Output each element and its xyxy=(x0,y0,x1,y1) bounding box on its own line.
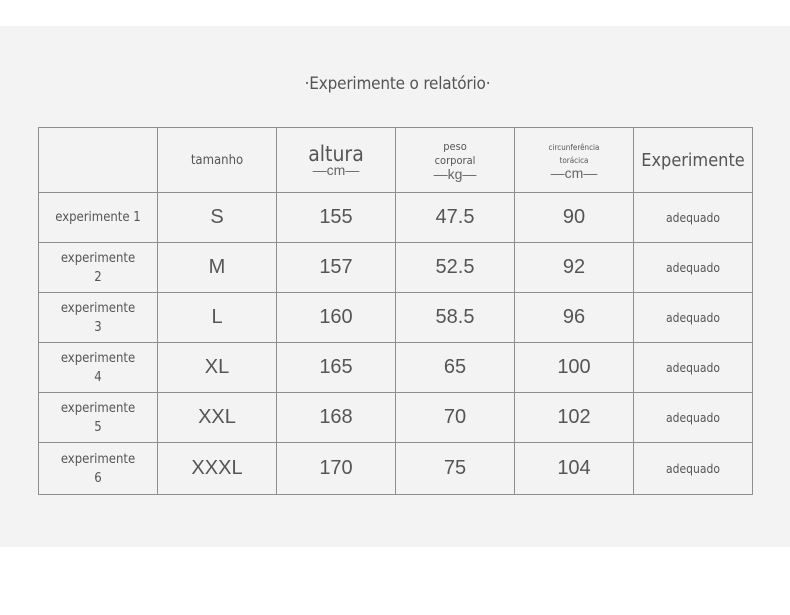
weight-cell: 70 xyxy=(396,393,515,443)
chest-cell: 92 xyxy=(515,243,634,293)
fit-cell: adequado xyxy=(634,343,753,393)
header-weight-label-2: corporal xyxy=(434,154,476,167)
height-cell: 155 xyxy=(277,193,396,243)
row-label-text: experimente xyxy=(60,300,136,316)
size-cell: M xyxy=(158,243,277,293)
chest-cell: 100 xyxy=(515,343,634,393)
header-experiment xyxy=(634,128,753,193)
chest-cell: 104 xyxy=(515,443,634,495)
size-cell: XXXL xyxy=(158,443,277,495)
header-height xyxy=(277,128,396,193)
row-label xyxy=(39,243,158,293)
height-cell: 160 xyxy=(277,293,396,343)
fit-cell: adequado xyxy=(634,243,753,293)
header-weight xyxy=(396,128,515,193)
chest-cell: 90 xyxy=(515,193,634,243)
row-label-number: 5 xyxy=(94,419,102,435)
header-height-label: altura xyxy=(308,142,364,166)
size-table xyxy=(38,127,753,495)
header-chest-unit: —cm— xyxy=(550,165,598,181)
weight-cell: 52.5 xyxy=(396,243,515,293)
table-row xyxy=(39,443,753,495)
weight-cell: 47.5 xyxy=(396,193,515,243)
table-row xyxy=(39,243,753,293)
height-cell: 165 xyxy=(277,343,396,393)
header-size-label: tamanho xyxy=(190,152,244,168)
header-experiment-label: Experimente xyxy=(641,149,745,171)
height-cell: 168 xyxy=(277,393,396,443)
header-height-unit: —cm— xyxy=(312,162,360,178)
report-title: ·Experimente o relatório· xyxy=(304,74,491,94)
row-label-number: 6 xyxy=(94,470,102,486)
header-chest xyxy=(515,128,634,193)
table-row xyxy=(39,293,753,343)
fit-cell: adequado xyxy=(634,393,753,443)
table-header-row xyxy=(39,128,753,193)
row-label-text: experimente xyxy=(60,400,136,416)
row-label xyxy=(39,193,158,243)
row-label-number: 4 xyxy=(94,369,102,385)
row-label xyxy=(39,393,158,443)
chest-cell: 96 xyxy=(515,293,634,343)
size-cell: XL xyxy=(158,343,277,393)
size-cell: S xyxy=(158,193,277,243)
chest-cell: 102 xyxy=(515,393,634,443)
fit-cell: adequado xyxy=(634,443,753,495)
height-cell: 157 xyxy=(277,243,396,293)
header-chest-label-2: torácica xyxy=(559,156,589,165)
row-label-text: experimente 1 xyxy=(55,210,141,225)
fit-cell: adequado xyxy=(634,193,753,243)
header-empty-cell xyxy=(39,128,158,193)
row-label-text: experimente xyxy=(60,250,136,266)
table-row xyxy=(39,393,753,443)
weight-cell: 58.5 xyxy=(396,293,515,343)
fit-cell: adequado xyxy=(634,293,753,343)
row-label-text: experimente xyxy=(60,350,136,366)
row-label xyxy=(39,293,158,343)
header-chest-label-1: circunferência xyxy=(548,143,600,152)
height-cell: 170 xyxy=(277,443,396,495)
weight-cell: 75 xyxy=(396,443,515,495)
row-label-text: experimente xyxy=(60,451,136,467)
row-label-number: 3 xyxy=(94,319,102,335)
row-label xyxy=(39,443,158,495)
weight-cell: 65 xyxy=(396,343,515,393)
size-cell: L xyxy=(158,293,277,343)
row-label xyxy=(39,343,158,393)
table-row xyxy=(39,343,753,393)
table-row xyxy=(39,193,753,243)
row-label-number: 2 xyxy=(94,269,102,285)
size-cell: XXL xyxy=(158,393,277,443)
header-weight-unit: —kg— xyxy=(433,166,477,182)
header-size xyxy=(158,128,277,193)
header-weight-label-1: peso xyxy=(443,140,467,153)
